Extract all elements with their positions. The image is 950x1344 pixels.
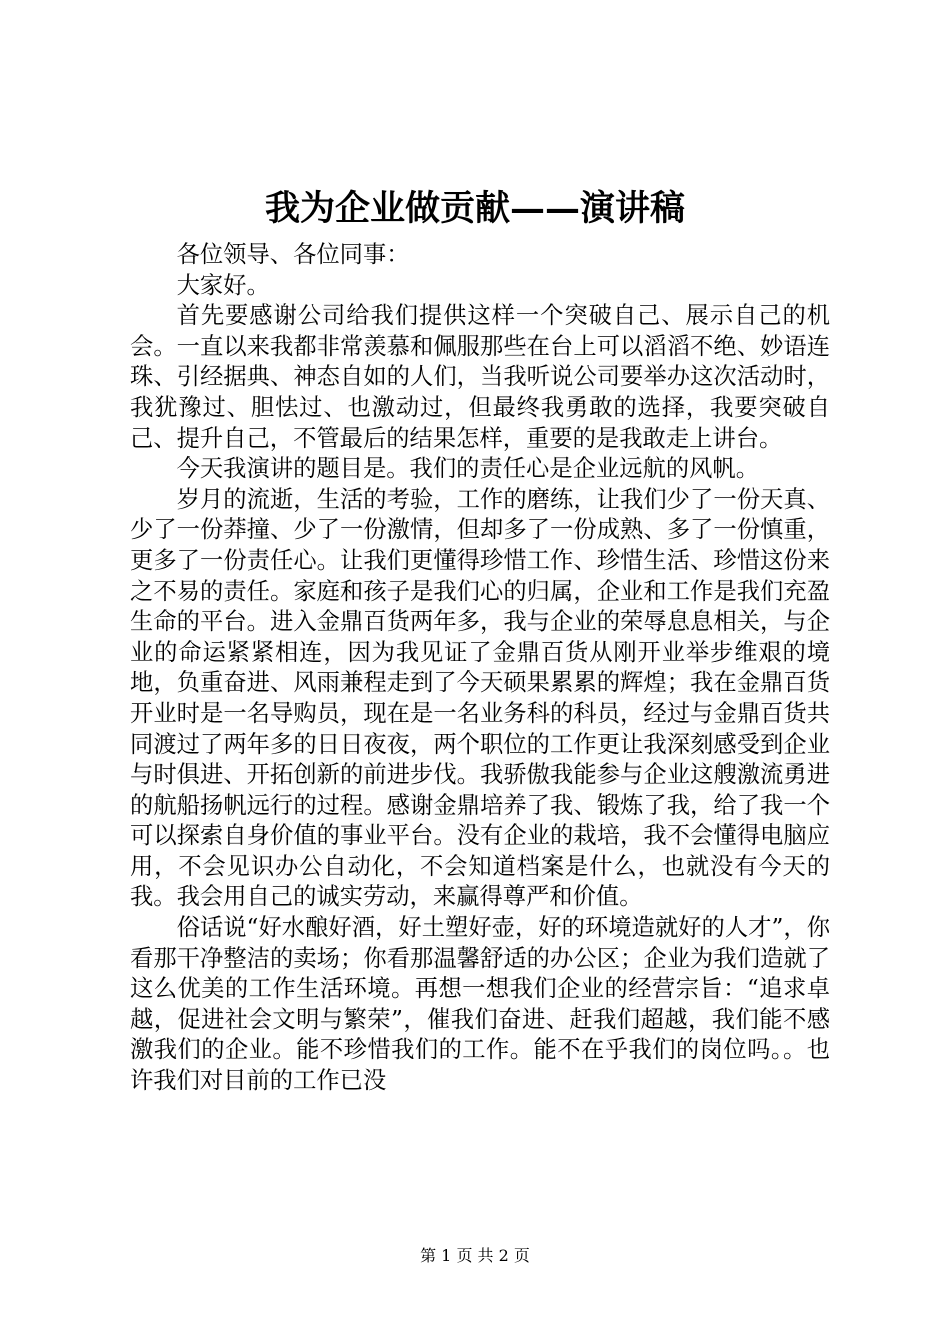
greeting-paragraph: 大家好。 xyxy=(176,271,270,299)
document-title: 我为企业做贡献——演讲稿 xyxy=(264,188,685,229)
body-paragraph: 岁月的流逝，生活的考验，工作的磨练，让我们少了一份天真、少了一份莽撞、少了一份激情，但却多了一份成熟、多了一份慎重，更多了一份责任心。让我们更懂得珍惜工作、珍惜生活、珍惜这份来之不易的责任。家庭和孩子是我们心的归属，企业和工作是我们充盈生命的平台。进入金鼎百货两年多，我与企业的荣辱息息相关，与企业的命运紧紧相连，因为我见证了金鼎百货从刚开业举步维艰的境地，负重奋进、风雨兼程走到了今天硕果累累的辉煌；我在金鼎百货开业时是一名导购员，现在是一名业务科的科员，经过与金鼎百货共同渡过了两年多的日日夜夜，两个职位的工作更让我深刻感受到企业与时俱进、开拓创新的前进步伐。我骄傲我能参与企业这艘激流勇进的航船扬帆远行的过程。感谢金鼎培养了我、锻炼了我，给了我一个可以探索自身价值的事业平台。没有企业的栽培，我不会懂得电脑应用，不会见识办公自动化，不会知道档案是什么，也就没有今天的我。我会用自己的诚实劳动，来赢得尊严和价值。 xyxy=(130,485,830,911)
topic-paragraph: 今天我演讲的题目是。我们的责任心是企业远航的风帆。 xyxy=(176,455,760,483)
page-footer: 第 1 页 共 2 页 xyxy=(420,1246,530,1265)
document-body xyxy=(130,240,830,1097)
salutation-paragraph: 各位领导、各位同事： xyxy=(176,241,410,268)
body-paragraph: 俗话说“好水酿好酒，好土塑好壶，好的环境造就好的人才”，你看那干净整洁的卖场；你看那温馨舒适的办公区；企业为我们造就了这么优美的工作生活环境。再想一想我们企业的经营宗旨：“追求卓越，促进社会文明与繁荣”，催我们奋进、赶我们超越，我们能不感激我们的企业。能不珍惜我们的工作。能不在乎我们的岗位吗。。也许我们对目前的工作已没 xyxy=(130,914,830,1095)
opening-paragraph: 首先要感谢公司给我们提供这样一个突破自己、展示自己的机会。一直以来我都非常羡慕和佩服那些在台上可以滔滔不绝、妙语连珠、引经据典、神态自如的人们，当我听说公司要举办这次活动时，我犹豫过、胆怯过、也激动过，但最终我勇敢的选择，我要突破自己、提升自己，不管最后的结果怎样，重要的是我敢走上讲台。 xyxy=(130,302,830,452)
